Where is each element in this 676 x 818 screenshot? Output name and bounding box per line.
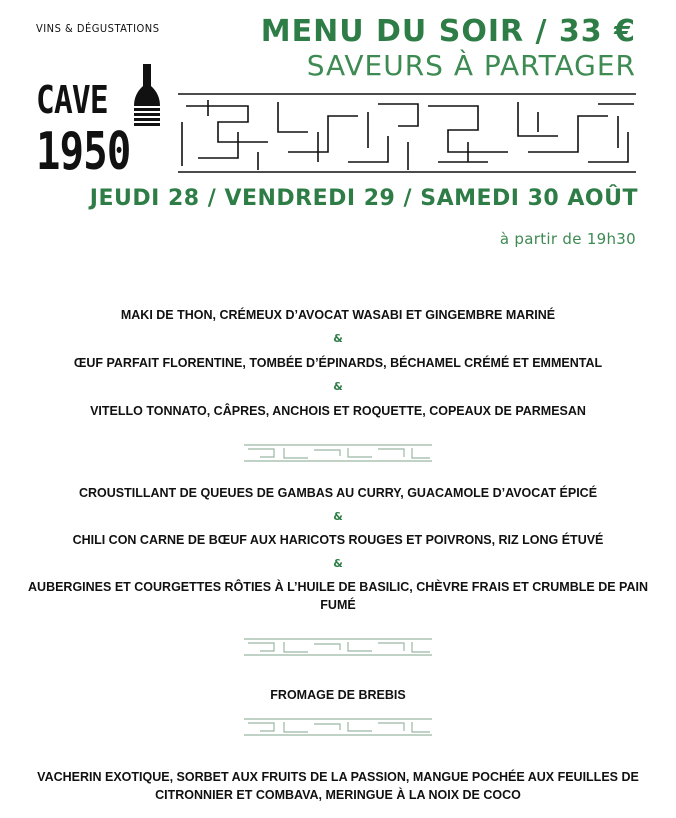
menu-item: CHILI CON CARNE DE BŒUF AUX HARICOTS ROUGES ET POIVRONS, RIZ LONG ÉTUVÉ [72,533,604,547]
maze-divider [244,638,432,656]
wine-bottle-icon [132,62,162,162]
menu-item: VITELLO TONNATO, CÂPRES, ANCHOIS ET ROQUETTE, COPEAUX DE PARMESAN [90,404,586,418]
maze-pattern-decoration [178,92,636,174]
menu-separator: & [333,557,343,570]
menu-item: AUBERGINES ET COURGETTES RÔTIES À L’HUILE DE BASILIC, CHÈVRE FRAIS ET CRUMBLE DE PAIN FUMÉ [28,580,648,612]
page-title: MENU DU SOIR / 33 € [260,14,636,49]
menu-separator: & [333,332,343,345]
menu-item: CROUSTILLANT DE QUEUES DE GAMBAS AU CURRY, GUACAMOLE D’AVOCAT ÉPICÉ [78,486,598,500]
maze-divider [244,444,432,462]
menu-item: FROMAGE DE BREBIS [270,688,406,702]
maze-divider [244,718,432,736]
start-time: à partir de 19h30 [499,230,636,248]
menu-item: VACHERIN EXOTIQUE, SORBET AUX FRUITS DE LA PASSION, MANGUE POCHÉE AUX FEUILLES DE CITRONNIER ET COMBAVA, MERINGUE À LA NOIX DE COCO [37,770,639,802]
event-dates: JEUDI 28 / VENDREDI 29 / SAMEDI 30 AOÛT [89,186,638,211]
menu-item: ŒUF PARFAIT FLORENTINE, TOMBÉE D’ÉPINARDS, BÉCHAMEL CRÉMÉ ET EMMENTAL [73,356,603,370]
menu-separator: & [333,380,343,393]
logo-word: CAVE [36,78,108,122]
cave-1950-logo [36,62,162,180]
menu-header [261,14,636,82]
page-subtitle: SAVEURS À PARTAGER [306,49,636,82]
brand-tagline: VINS & DÉGUSTATIONS [36,22,160,35]
menu-separator: & [333,510,343,523]
logo-year: 1950 [36,122,131,182]
menu-item: MAKI DE THON, CRÉMEUX D’AVOCAT WASABI ET GINGEMBRE MARINÉ [120,308,556,322]
